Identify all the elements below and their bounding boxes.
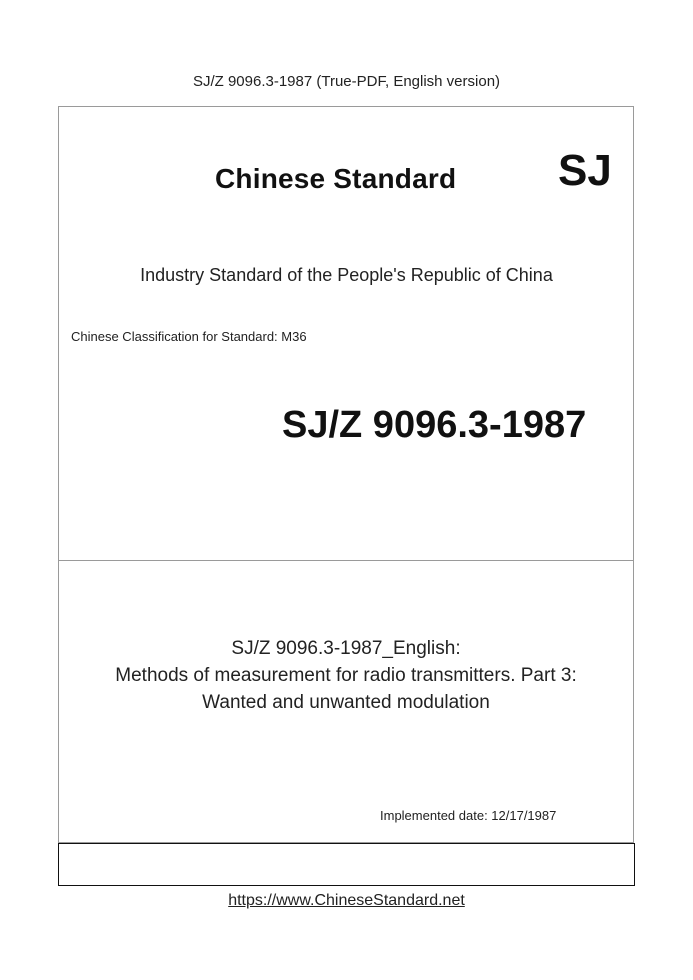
implemented-date: Implemented date: 12/17/1987	[380, 808, 557, 823]
document-title	[58, 635, 634, 716]
classification-label: Chinese Classification for Standard: M36	[71, 329, 307, 344]
cover-footer-box	[58, 843, 635, 886]
standard-code: SJ	[558, 146, 612, 195]
website-link[interactable]: https://www.ChineseStandard.net	[228, 892, 465, 909]
document-title-line: SJ/Z 9096.3-1987_English:	[231, 638, 461, 659]
standard-number: SJ/Z 9096.3-1987	[282, 404, 587, 446]
document-title-line: Methods of measurement for radio transmitters. Part 3:	[115, 665, 577, 686]
standard-title: Chinese Standard	[215, 163, 457, 194]
industry-standard-label: Industry Standard of the People's Republic of China	[140, 265, 553, 285]
document-title-line: Wanted and unwanted modulation	[202, 692, 490, 713]
document-header-label: SJ/Z 9096.3-1987 (True-PDF, English version)	[192, 73, 501, 90]
